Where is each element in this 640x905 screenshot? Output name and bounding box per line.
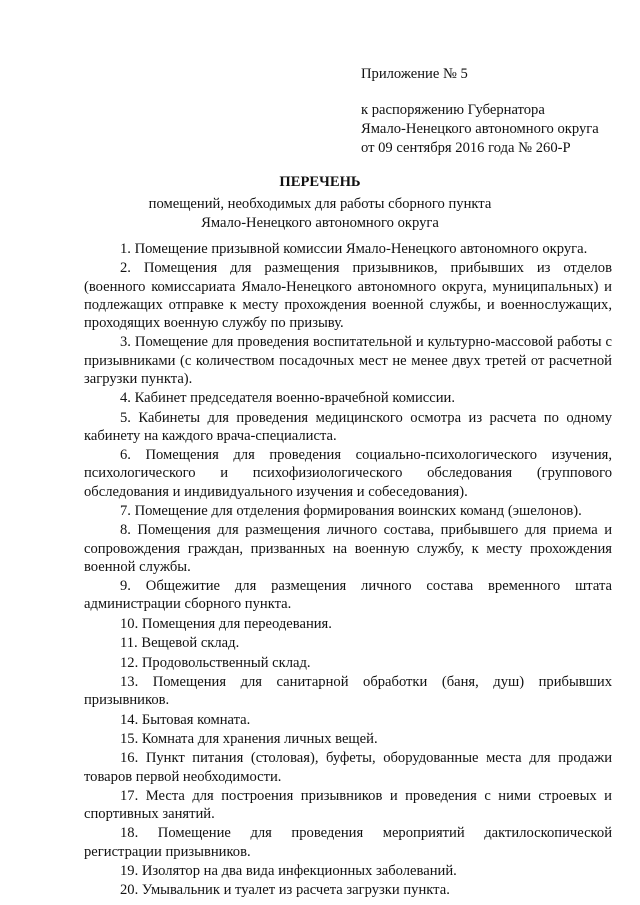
order-reference-line-1: к распоряжению Губернатора [361,102,545,118]
list-item: 9. Общежитие для размещения личного состава временного штата администрации сборного пункта. [84,578,612,613]
list-item: 7. Помещение для отделения формирования воинских команд (эшелонов). [120,502,582,519]
list-item: 11. Вещевой склад. [120,635,240,652]
document-title: ПЕРЕЧЕНЬ [279,174,361,190]
list-item: 13. Помещения для санитарной обработки (баня, душ) прибывших призывников. [84,673,612,709]
appendix-header [361,65,621,158]
list-item: 15. Комната для хранения личных вещей. [120,730,378,747]
order-reference-date: от 09 сентября 2016 года № 260-Р [361,140,571,156]
list-item: 12. Продовольственный склад. [120,654,311,671]
list-item: 18. Помещение для проведения мероприятий дактилоскопической регистрации призывников. [84,825,612,860]
list-item: 8. Помещения для размещения личного состава, прибывшего для приема и сопровождения граждан, призванных на военную службу, к месту прохождения военной службы. [84,522,612,575]
document-subtitle-line-1: помещений, необходимых для работы сборного пункта [148,195,492,212]
list-item: 4. Кабинет председателя военно-врачебной комиссии. [120,390,455,407]
list-item: 16. Пункт питания (столовая), буфеты, оборудованные места для продажи товаров первой необходимости. [84,750,612,785]
premises-list [84,240,612,901]
list-item: 6. Помещения для проведения социально-психологического изучения, психологического и психофизиологического обследования (группового обследования и индивидуального изучения и собеседования). [84,447,612,500]
list-item: 17. Места для построения призывников и проведения с ними строевых и спортивных занятий. [84,787,612,823]
list-item: 2. Помещения для размещения призывников, прибывших из отделов (военного комиссариата Ямало-Ненецкого автономного округа, муниципальных) и подлежащих отправке к месту прохождения военной службы, и военнослужащих, проходящих военную службу по призыву. [84,260,612,331]
list-item: 19. Изолятор на два вида инфекционных заболеваний. [120,863,457,880]
list-item: 1. Помещение призывной комиссии Ямало-Ненецкого автономного округа. [120,241,588,257]
appendix-number: Приложение № 5 [361,66,468,82]
order-reference-line-2: Ямало-Ненецкого автономного округа [361,121,599,137]
list-item: 3. Помещение для проведения воспитательной и культурно-массовой работы с призывниками (с количеством посадочных мест не менее двух третей от расчетной загрузки пункта). [84,334,612,387]
list-item: 5. Кабинеты для проведения медицинского осмотра из расчета по одному кабинету на каждого врача-специалиста. [84,409,612,444]
document-title-block [0,173,640,234]
list-item: 10. Помещения для переодевания. [120,615,332,632]
list-item: 14. Бытовая комната. [120,711,251,728]
document-subtitle-line-2: Ямало-Ненецкого автономного округа [201,215,439,231]
list-item: 20. Умывальник и туалет из расчета загрузки пункта. [120,882,450,899]
